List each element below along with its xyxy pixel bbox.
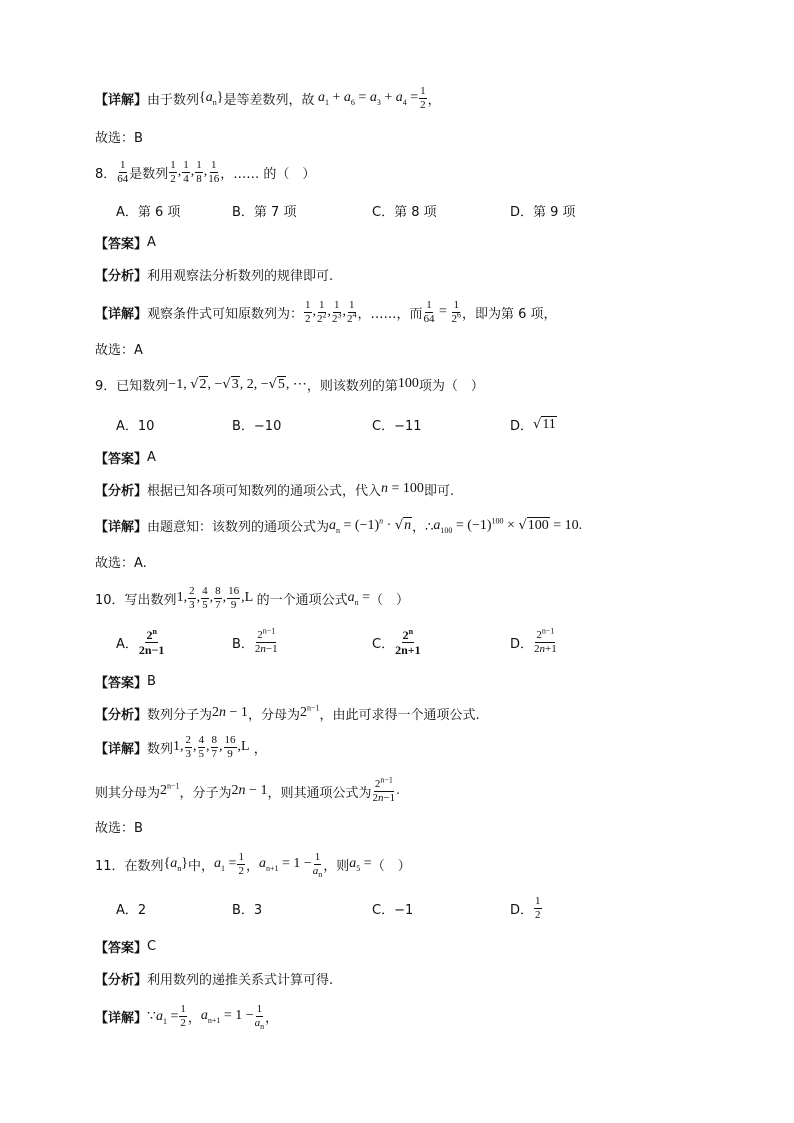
- q8-detail: 【详解】 观察条件式可知原数列为： $\frac{1}{2}$ , $\frac{1}{2^2}$ , $\frac{1}{2^3}$ , $\frac{1}{2^4}$ ，……，而 $\frac{1}{64}$ = $\frac{1}{2^6}$ ，即为第 6 项，: [95, 298, 557, 325]
- q10-answer: 【答案】 B: [95, 673, 156, 691]
- q11-stem: 11． 在数列 $\{a_n\}$ 中， $a_1$ = $\frac{1}{2}$ ， $a_{n+1} = 1$ − $\frac{1}{a_n}$ ，则 $a_5$ = （ ）: [95, 850, 411, 879]
- q7-detail-line: 【详解】 由于数列 $\{a_n\}$ 是等差数列，故 $a_1 + a_6 = a_3 + a_4$ = $\frac{1}{2}$ ，: [95, 84, 441, 111]
- q9-analysis: 【分析】 根据已知各项可知数列的通项公式，代入 n = 100 即可.: [95, 481, 455, 499]
- math-expr: $a_1 + a_6 = a_3 + a_4$ =: [318, 90, 419, 107]
- q9-answer: 【答案】 A: [95, 449, 156, 467]
- q10-detail-2: 则其分母为 $2^{n-1}$ ，分子为 2n − 1 ，则其通项公式为 $\frac{2^{n-1}}{2n-1}$ .: [95, 774, 400, 804]
- q11-answer: 【答案】 C: [95, 938, 157, 956]
- q10-detail: 【详解】 数列 1, $\frac{2}{3}$ , $\frac{4}{5}$ , $\frac{8}{7}$ , $\frac{16}{9}$ ,L ，: [95, 733, 267, 760]
- q9-option-d: D． √11: [510, 416, 556, 434]
- q8-stem: 8． $\frac{1}{64}$ 是数列 $\frac{1}{2}$ , $\frac{1}{4}$ , $\frac{1}{8}$ , $\frac{1}{16}$ ，…… 的（ ）: [95, 158, 316, 185]
- fraction: $\frac{1}{2}$: [420, 84, 426, 111]
- q9-stem: 9． 已知数列 −1, √2, −√3, 2, −√5, ⋯ ，则该数列的第 100 项为（ ）: [95, 376, 484, 394]
- q9-choose: 故选：A.: [95, 555, 147, 571]
- q8-answer: 【答案】 A: [95, 234, 156, 252]
- q9-option-c: C．−11: [372, 418, 422, 434]
- q8-option-a: A．第 6 项: [116, 204, 181, 220]
- q10-option-b: B． $\frac{2^{n-1}}{2n-1}$: [232, 625, 278, 655]
- q11-analysis: 【分析】 利用数列的递推关系式计算可得.: [95, 972, 334, 988]
- q10-option-c: C． $\frac{2^n}{2n+1}$: [372, 626, 421, 657]
- q11-option-a: A．2: [116, 902, 147, 918]
- detail-tag: 【详解】: [95, 92, 148, 108]
- q9-detail: 【详解】 由题意知：该数列的通项公式为 $a_n = (-1)^n \cdot √n$ ，∴ $a_{100} = (-1)^{100} \times √100 = 10$.: [95, 515, 583, 535]
- q7-choose: 故选：B: [95, 130, 143, 146]
- q11-option-b: B．3: [232, 902, 263, 918]
- q8-option-b: B．第 7 项: [232, 204, 297, 220]
- q11-option-d: D． $\frac{1}{2}$: [510, 894, 541, 921]
- q11-option-c: C．−1: [372, 902, 414, 918]
- math-expr: $\{a_n\}$: [199, 90, 224, 107]
- q8-analysis: 【分析】 利用观察法分析数列的规律即可.: [95, 268, 334, 284]
- q8-option-d: D．第 9 项: [510, 204, 576, 220]
- q8-choose: 故选：A: [95, 342, 143, 358]
- q8-option-c: C．第 8 项: [372, 204, 437, 220]
- q10-option-d: D． $\frac{2^{n-1}}{2n+1}$: [510, 625, 557, 655]
- q9-option-b: B．−10: [232, 418, 282, 434]
- fraction: $\frac{1}{64}$: [117, 158, 129, 185]
- q10-analysis: 【分析】 数列分子为 2n − 1 ，分母为 $2^{n-1}$ ，由此可求得一个通项公式.: [95, 703, 480, 723]
- q10-stem: 10． 写出数列 1, $\frac{2}{3}$ , $\frac{4}{5}$ , $\frac{8}{7}$ , $\frac{16}{9}$ ,L 的一个通项公式 $a_n$ = （ ）: [95, 584, 410, 611]
- q10-option-a: A． $\frac{2^n}{2n-1}$: [116, 626, 165, 657]
- q10-choose: 故选：B: [95, 820, 143, 836]
- q11-detail: 【详解】 $\because a_1$ = $\frac{1}{2}$ ， $a_{n+1} = 1$ − $\frac{1}{a_n}$ ，: [95, 1002, 279, 1031]
- q9-option-a: A．10: [116, 418, 155, 434]
